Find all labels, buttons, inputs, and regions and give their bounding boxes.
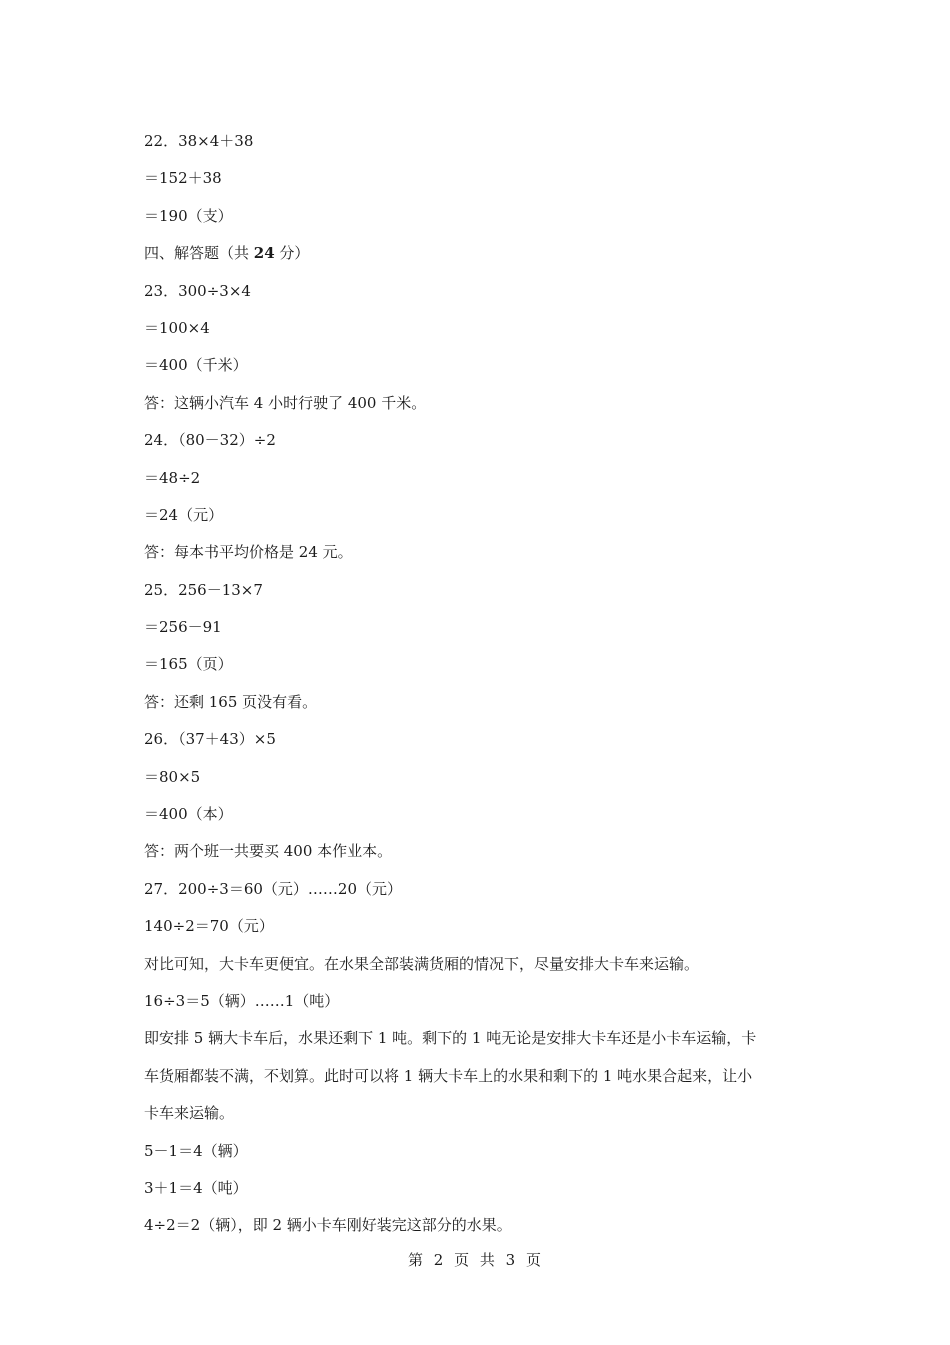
q27-step-1: 27．200÷3＝60（元）……20（元） xyxy=(144,879,403,898)
q27-step-5: 3＋1＝4（吨） xyxy=(144,1178,248,1197)
q27-explanation-line-3: 卡车来运输。 xyxy=(144,1104,235,1123)
q27-explanation-line-2: 车货厢都装不满，不划算。此时可以将 1 辆大卡车上的水果和剩下的 1 吨水果合起来，让小 xyxy=(144,1066,753,1085)
q23-step-1: ＝100×4 xyxy=(144,318,210,337)
q25-answer: 答：还剩 165 页没有看。 xyxy=(144,692,318,711)
q24-expression: 24．（80－32）÷2 xyxy=(144,431,276,450)
q25-result: ＝165（页） xyxy=(144,655,233,674)
q22-step-1: ＝152＋38 xyxy=(144,169,222,188)
q26-expression: 26．（37＋43）×5 xyxy=(144,730,276,749)
q24-result: ＝24（元） xyxy=(144,505,224,524)
q26-answer: 答：两个班一共要买 400 本作业本。 xyxy=(144,842,393,861)
page-footer: 第 2 页 共 3 页 xyxy=(408,1251,542,1269)
q27-step-3: 16÷3＝5（辆）……1（吨） xyxy=(144,991,340,1010)
q27-step-4: 5－1＝4（辆） xyxy=(144,1141,248,1160)
q24-answer: 答：每本书平均价格是 24 元。 xyxy=(144,543,353,562)
q26-step-1: ＝80×5 xyxy=(144,767,201,786)
q27-step-2: 140÷2＝70（元） xyxy=(144,917,274,936)
q26-result: ＝400（本） xyxy=(144,805,233,824)
section-heading: 四、解答题（共 24 分） xyxy=(144,244,310,263)
q25-expression: 25．256－13×7 xyxy=(144,580,263,599)
q27-explanation-line-1: 即安排 5 辆大卡车后，水果还剩下 1 吨。剩下的 1 吨无论是安排大卡车还是小卡车运输，卡 xyxy=(144,1029,757,1048)
q25-step-1: ＝256－91 xyxy=(144,618,222,637)
section-score: 24 xyxy=(253,244,275,263)
q27-comparison: 对比可知，大卡车更便宜。在水果全部装满货厢的情况下，尽量安排大卡车来运输。 xyxy=(144,954,700,973)
q23-expression: 23．300÷3×4 xyxy=(144,281,251,300)
q23-answer: 答：这辆小汽车 4 小时行驶了 400 千米。 xyxy=(144,393,427,412)
q24-step-1: ＝48÷2 xyxy=(144,468,201,487)
answer-content xyxy=(144,123,812,1245)
q22-expression: 22．38×4＋38 xyxy=(144,132,254,150)
q27-step-6: 4÷2＝2（辆），即 2 辆小卡车刚好装完这部分的水果。 xyxy=(144,1216,512,1235)
q23-result: ＝400（千米） xyxy=(144,356,248,375)
q22-result: ＝190（支） xyxy=(144,206,233,225)
